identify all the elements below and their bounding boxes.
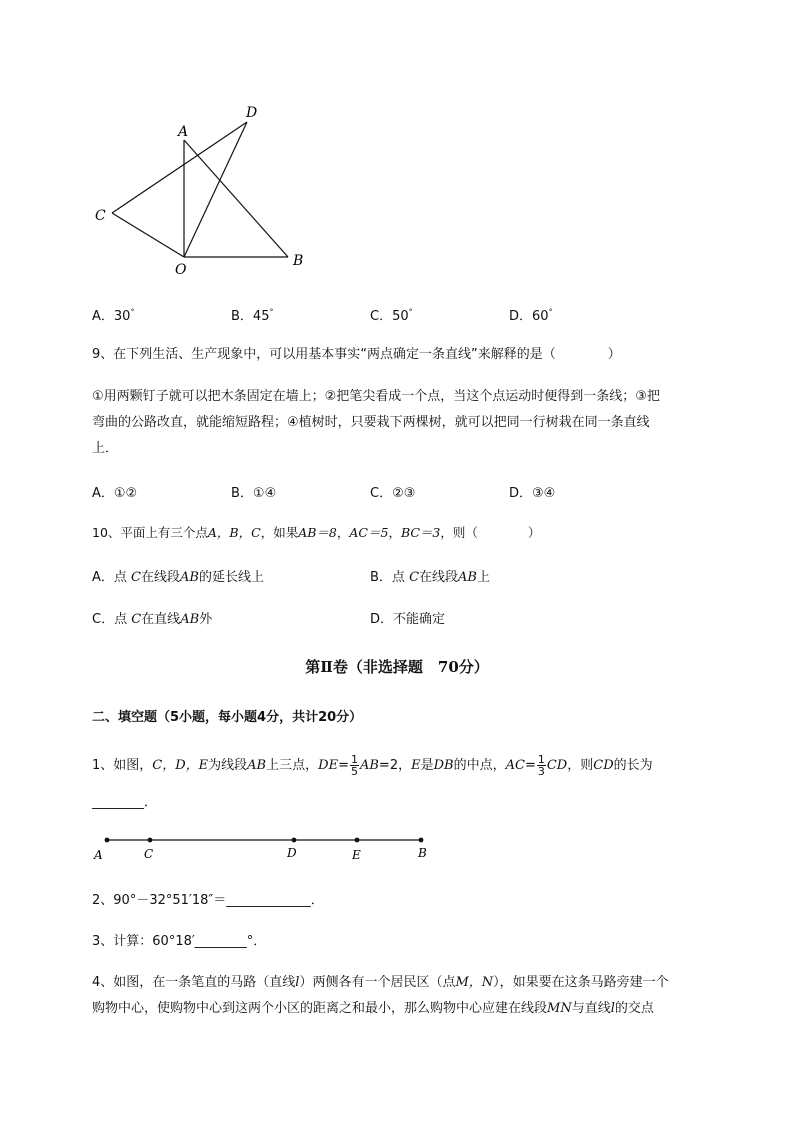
- q9-body-line-1: ①用两颗钉子就可以把木条固定在墙上；②把笔尖看成一个点，当这个点运动时便得到一条线；③把: [92, 389, 660, 404]
- q9-option-b[interactable]: B．①④: [231, 486, 277, 501]
- q9-stem: 9、在下列生活、生产现象中，可以用基本事实“两点确定一条直线”来解释的是（ ）: [92, 347, 621, 362]
- segment-od: [184, 122, 247, 257]
- point-d: [292, 838, 297, 843]
- line-label-b: B: [418, 846, 427, 860]
- q8-option-b[interactable]: B．45°: [231, 307, 274, 324]
- fill4-line-2: 购物中心，使购物中心到这两个小区的距离之和最小，那么购物中心应建在线段MN与直线l的交点: [92, 1001, 654, 1016]
- q8-option-d[interactable]: D．60°: [509, 307, 553, 324]
- q10-option-d[interactable]: D．不能确定: [370, 612, 446, 627]
- q10-option-c[interactable]: C．点 C在直线AB外: [92, 612, 213, 627]
- point-c: [148, 838, 153, 843]
- segment-figure: [90, 830, 440, 864]
- line-label-d: D: [287, 846, 297, 860]
- geometry-figure: [90, 100, 320, 280]
- point-e: [355, 838, 360, 843]
- line-label-c: C: [144, 847, 154, 861]
- fill3-question: 3、计算：60°18′________°．: [92, 934, 267, 949]
- q10-option-a[interactable]: A．点 C在线段AB的延长线上: [92, 570, 264, 585]
- section-heading: 二、填空题（5小题，每小题4分，共计20分）: [92, 710, 363, 725]
- fill4-line-1: 4、如图，在一条笔直的马路（直线l）两侧各有一个居民区（点M，N），如果要在这条马路旁建一个: [92, 975, 669, 990]
- point-b: [419, 838, 424, 843]
- point-label-o: O: [175, 262, 187, 278]
- point-label-a: A: [178, 124, 189, 140]
- fill1-answer-blank[interactable]: ________．: [92, 795, 158, 810]
- point-a: [105, 838, 110, 843]
- q10-stem: 10、平面上有三个点A，B，C，如果AB＝8，AC＝5，BC＝3，则（ ）: [92, 525, 541, 540]
- fraction-one-third: $\frac{1}{3}$: [537, 753, 545, 778]
- fill1-stem: 1、如图，C，D，E为线段AB上三点，DE= $\frac{1}{5}$ AB=2，E是DB的中点，AC= $\frac{1}{3}$ CD，则CD的长为: [92, 753, 653, 778]
- point-label-b: B: [293, 253, 304, 269]
- fraction-one-fifth: $\frac{1}{5}$: [350, 753, 358, 778]
- point-label-c: C: [95, 208, 106, 224]
- line-label-e: E: [352, 848, 361, 862]
- line-label-a: A: [94, 848, 103, 862]
- q9-option-d[interactable]: D．③④: [509, 486, 556, 501]
- q9-option-c[interactable]: C．②③: [370, 486, 416, 501]
- q9-body-line-2: 弯曲的公路改直，就能缩短路程；④植树时，只要栽下两棵树，就可以把同一行树栽在同一条直线: [92, 415, 650, 430]
- q8-option-c[interactable]: C．50°: [370, 307, 413, 324]
- q8-option-a[interactable]: A．30°: [92, 307, 135, 324]
- q10-option-b[interactable]: B．点 C在线段AB上: [370, 570, 490, 585]
- fill2-question: 2、90°－32°51′18″＝_____________．: [92, 893, 324, 908]
- section-title: 第Ⅱ卷（非选择题 70分）: [305, 658, 489, 676]
- segment-co: [112, 213, 184, 257]
- q9-option-a[interactable]: A．①②: [92, 486, 138, 501]
- point-label-d: D: [246, 105, 258, 121]
- segment-ab: [184, 140, 288, 257]
- q9-body-line-3: 上．: [92, 441, 119, 456]
